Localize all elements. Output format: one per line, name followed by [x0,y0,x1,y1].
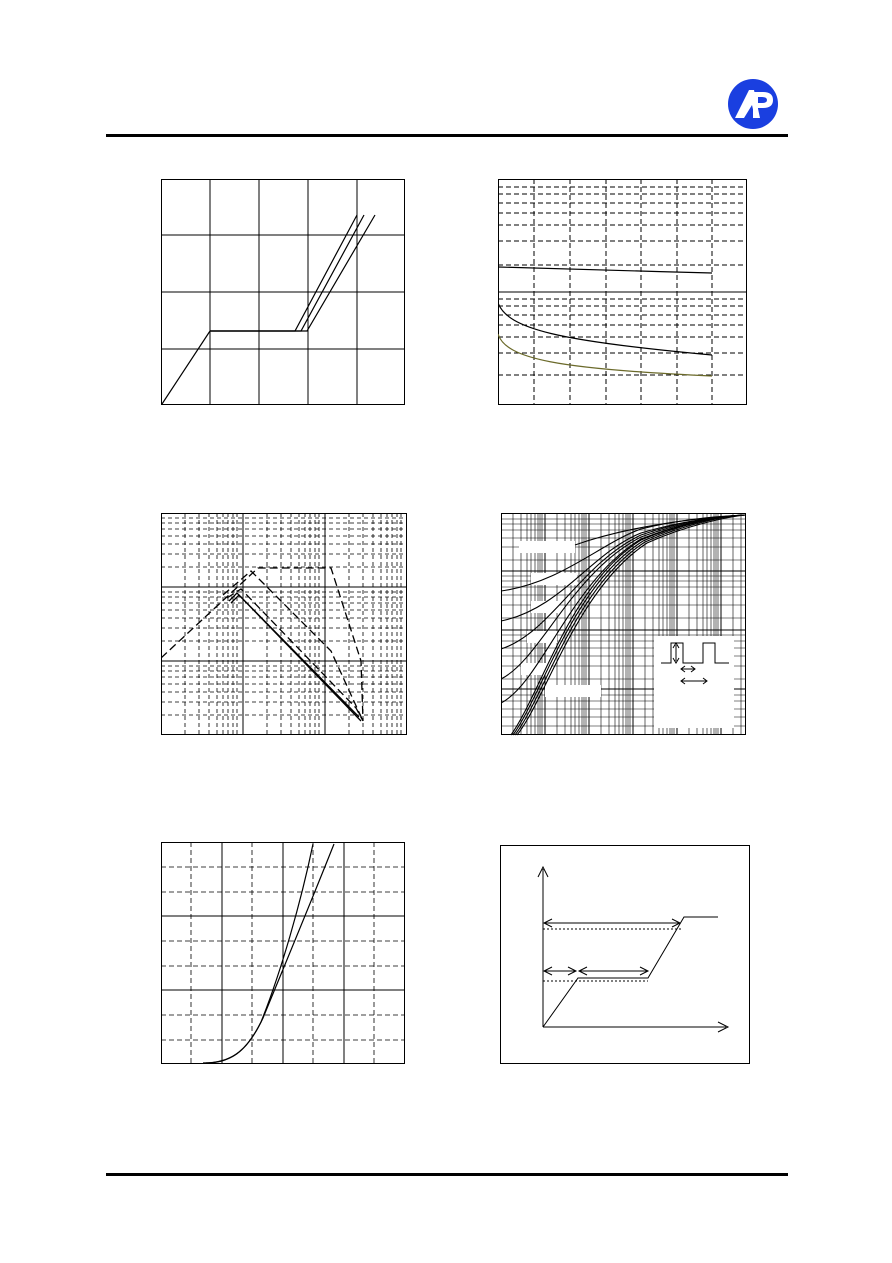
figure-1-curves [162,215,375,404]
figure-2-curves [498,267,712,376]
figure-2-chart [498,179,748,406]
header-rule [106,134,788,137]
figure-3-curves [161,568,363,721]
company-logo-icon [727,78,779,130]
figure-6-diagram [500,845,751,1065]
footer-rule [106,1173,788,1176]
figure-5-chart [161,842,406,1065]
waveform-trace [543,917,718,1027]
figure-5-curves [203,844,334,1063]
figure-3-chart [161,513,408,736]
figure-1-chart [161,179,406,406]
figure-4-chart [501,513,747,736]
